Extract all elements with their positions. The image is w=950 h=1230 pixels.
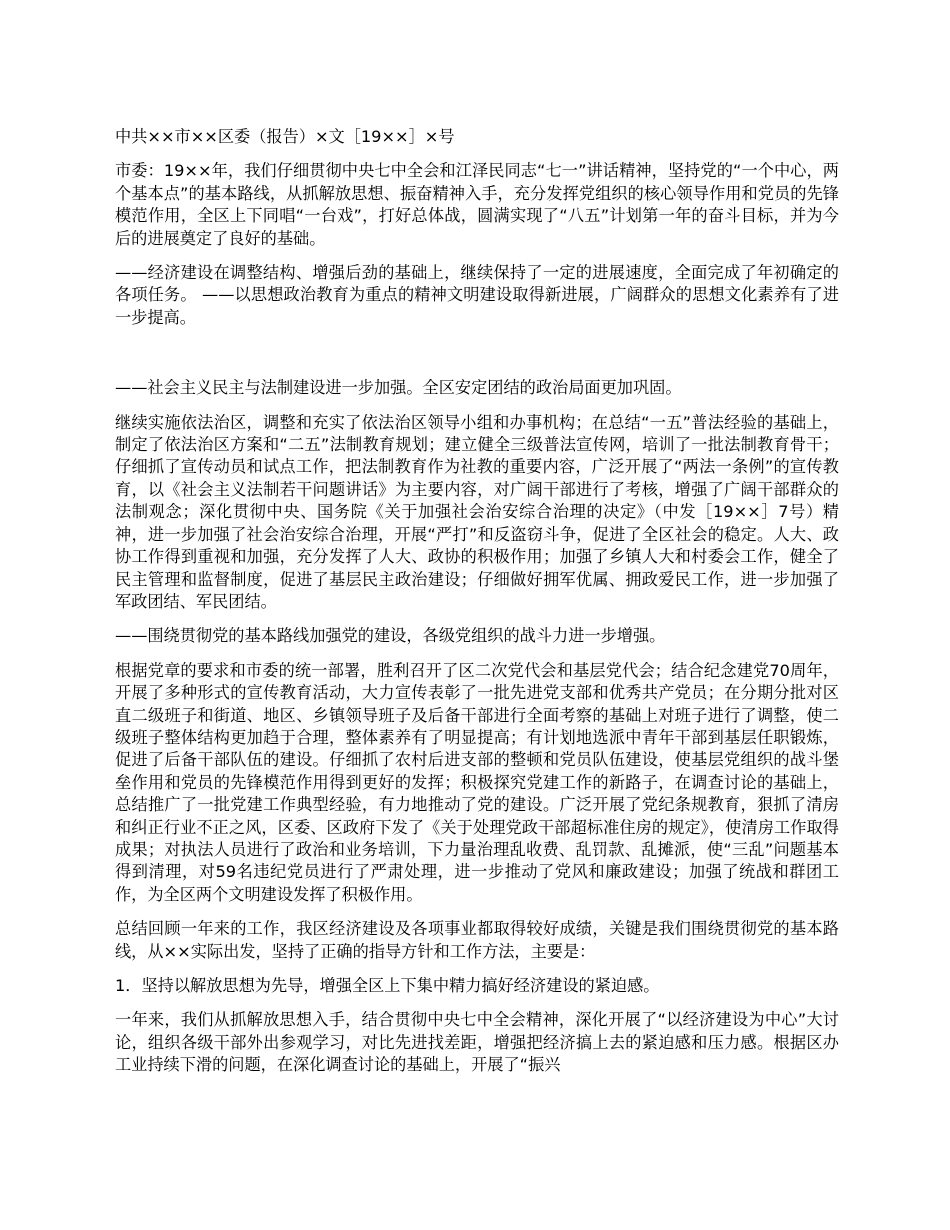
paragraph-economy-and-culture: ——经济建设在调整结构、增强后劲的基础上，继续保持了一定的进展速度，全面完成了年初确定的各项任务。 ——以思想政治教育为重点的精神文明建设取得新进展，广阔群众的思想文化素养有了进一步提高。 bbox=[115, 263, 839, 327]
document-page bbox=[115, 126, 839, 1089]
paragraph-point-one-detail: 一年来，我们从抓解放思想入手，结合贯彻中央七中全会精神，深化开展了“以经济建设为中心”大讨论，组织各级干部外出参观学习，对比先进找差距，增强把经济搞上去的紧迫感和压力感。根据区办工业持续下滑的问题，在深化调查讨论的基础上，开展了“振兴 bbox=[115, 1010, 839, 1075]
paragraph-legal-system: 继续实施依法治区，调整和充实了依法治区领导小组和办事机构；在总结“一五”普法经验的基础上，制定了依法治区方案和“二五”法制教育规划；建立健全三级普法宣传网，培训了一批法制教育骨干；仔细抓了宣传动员和试点工作，把法制教育作为社教的重要内容，广泛开展了“两法一条例”的宣传教育，以《社会主义法制若干问题讲话》为主要内容，对广阔干部进行了考核，增强了广阔干部群众的法制观念；深化贯彻中央、国务院《关于加强社会治安综合治理的决定》（中发［19××］7号）精神，进一步加强了社会治安综合治理，开展“严打”和反盗窃斗争，促进了全区社会的稳定。人大、政协工作得到重视和加强，充分发挥了人大、政协的积极作用；加强了乡镇人大和村委会工作，健全了民主管理和监督制度，促进了基层民主政治建设；仔细做好拥军优属、拥政爱民工作，进一步加强了军政团结、军民团结。 bbox=[115, 412, 839, 611]
paragraph-party-building: 根据党章的要求和市委的统一部署，胜利召开了区二次党代会和基层党代会；结合纪念建党70周年，开展了多种形式的宣传教育活动，大力宣传表彰了一批先进党支部和优秀共产党员；在分期分批对区直二级班子和街道、地区、乡镇领导班子及后备干部进行全面考察的基础上对班子进行了调整，使二级班子整体结构更加趋于合理，整体素养有了明显提高；有计划地选派中青年干部到基层任职锻炼，促进了后备干部队伍的建设。仔细抓了农村后进支部的整顿和党员队伍建设，使基层党组织的战斗堡垒作用和党员的先锋模范作用得到更好的发挥；积极探究党建工作的新路子，在调查讨论的基础上，总结推广了一批党建工作典型经验，有力地推动了党的建设。广泛开展了党纪条规教育，狠抓了清房和纠正行业不正之风，区委、区政府下发了《关于处理党政干部超标准住房的规定》，使清房工作取得成果；对执法人员进行了政治和业务培训，下力量治理乱收费、乱罚款、乱摊派，使“三乱”问题基本得到清理，对59名违纪党员进行了严肃处理，进一步推动了党风和廉政建设；加强了统战和群团工作，为全区两个文明建设发挥了积极作用。 bbox=[115, 660, 839, 904]
paragraph-opening: 市委：19××年，我们仔细贯彻中央七中全会和江泽民同志“七一”讲话精神，坚持党的“一个中心，两个基本点”的基本路线，从抓解放思想、振奋精神入手，充分发挥党组织的核心领导作用和党员的先锋模范作用，全区上下同唱“一台戏”，打好总体战，圆满实现了“八五”计划第一年的奋斗目标，并为今后的进展奠定了良好的基础。 bbox=[115, 161, 839, 248]
paragraph-gap bbox=[115, 341, 839, 377]
paragraph-point-one: 1．坚持以解放思想为先导，增强全区上下集中精力搞好经济建设的紧迫感。 bbox=[115, 976, 660, 995]
paragraph-summary: 总结回顾一年来的工作，我区经济建设及各项事业都取得较好成绩，关键是我们围绕贯彻党的基本路线，从××实际出发，坚持了正确的指导方针和工作方法，主要是： bbox=[115, 919, 839, 961]
document-heading: 中共××市××区委（报告）×文［19××］×号 bbox=[115, 127, 455, 146]
paragraph-party-building-heading: ——围绕贯彻党的基本路线加强党的建设，各级党组织的战斗力进一步增强。 bbox=[115, 626, 666, 646]
paragraph-democracy-heading: ——社会主义民主与法制建设进一步加强。全区安定团结的政治局面更加巩固。 bbox=[115, 378, 682, 398]
